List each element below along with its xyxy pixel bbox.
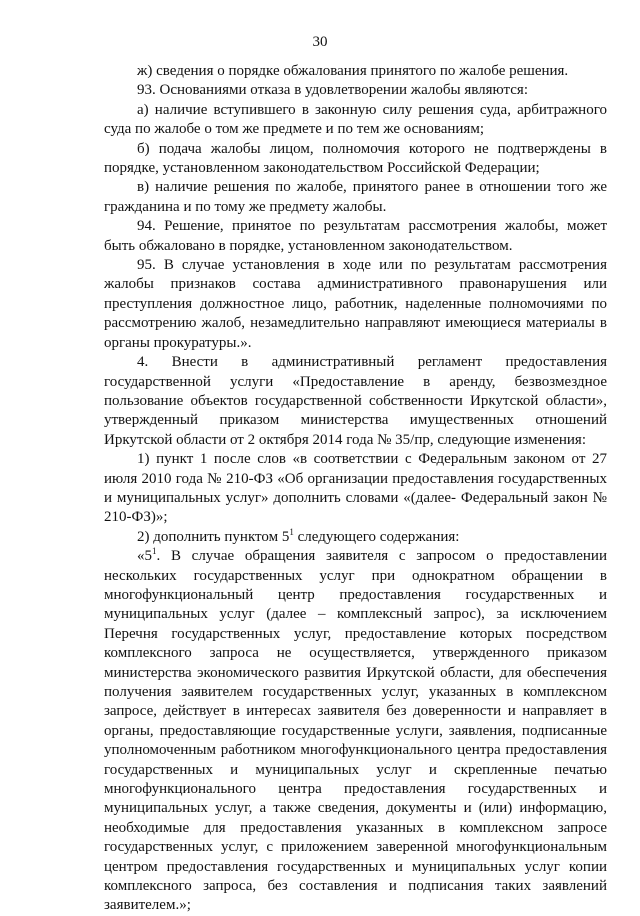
paragraph-zh: ж) сведения о порядке обжалования принятого по жалобе решения. [137, 63, 569, 79]
paragraph-95: 95. В случае установления в ходе или по результатам рассмотрения жалобы признаков состава административного правонарушения или преступления должностное лицо, работник, наделенные полномочиями по рассмотрению жалоб, незамедлительно направляют имеющиеся материалы в органы прокуратуры.». [104, 257, 607, 351]
paragraph-4-item-2 [104, 528, 607, 547]
paragraph-5-1 [104, 547, 607, 916]
page-number: 30 [312, 34, 328, 50]
item-2-text-before: 2) дополнить пунктом 5 [137, 528, 290, 545]
paragraph-94: 94. Решение, принятое по результатам рассмотрения жалобы, может быть обжаловано в порядке, установленном законодательством. [104, 218, 607, 254]
paragraph-93: 93. Основаниями отказа в удовлетворении жалобы являются: [137, 82, 529, 99]
paragraph-93-b: б) подача жалобы лицом, полномочия которого не подтверждены в порядке, установленном законодательством Российской Федерации; [104, 140, 607, 177]
item-5-1-text-after: . В случае обращения заявителя с запросом о предоставлении нескольких государственных услуг при однократном обращении в многофункциональный центр предоставления государственных и муниципальных услуг (далее – комплексный запрос), за исключением Перечня государственных услуг, предоставление которых посредством комплексного запроса не осуществляется, утвержденного приказом министерства экономического развития Иркутской области, для обеспечения получения заявителем государственных услуг, указанных в комплексном запросе, действует в интересах заявителя без доверенности и направляет в органы, предоставляющие государственные услуги, заявления, подписанные уполномоченным работником многофункционального центра предоставления государственных и муниципальных услуг и скрепленные печатью многофункционального центра предоставления государственных и муниципальных услуг, а также сведения, документы и (или) информацию, необходимые для предоставления указанных в комплексном запросе государственных услуг, с приложением заверенной многофункциональным центром предоставления государственных и муниципальных услуг копии комплексного запроса, без составления и подписания таких заявлений заявителем.»; [104, 548, 607, 914]
paragraph-4: 4. Внести в административный регламент предоставления государственной услуги «Предоставление в аренду, безвозмездное пользование объектов государственной собственности Иркутской области», утвержденный приказом министерства имущественных отношений Иркутской области от 2 октября 2014 года № 35/пр, следующие изменения: [104, 354, 607, 448]
paragraph-93-a: а) наличие вступившего в законную силу решения суда, арбитражного суда по жалобе о том же предмете и по тем же основаниям; [104, 101, 607, 138]
item-5-1-text-before: «5 [137, 548, 152, 565]
item-2-superscript: 1 [289, 526, 294, 537]
item-5-1-superscript: 1 [152, 546, 157, 557]
paragraph-4-item-1: 1) пункт 1 после слов «в соответствии с Федеральным законом от 27 июля 2010 года № 210-ФЗ «Об организации предоставления государственных и муниципальных услуг» дополнить словами «(далее- Федеральный закон № 210-ФЗ)»; [104, 451, 607, 526]
paragraph-93-v: в) наличие решения по жалобе, принятого ранее в отношении того же гражданина и по тому же предмету жалобы. [104, 179, 607, 215]
document-body [104, 62, 607, 916]
item-2-text-after: следующего содержания: [293, 528, 460, 545]
